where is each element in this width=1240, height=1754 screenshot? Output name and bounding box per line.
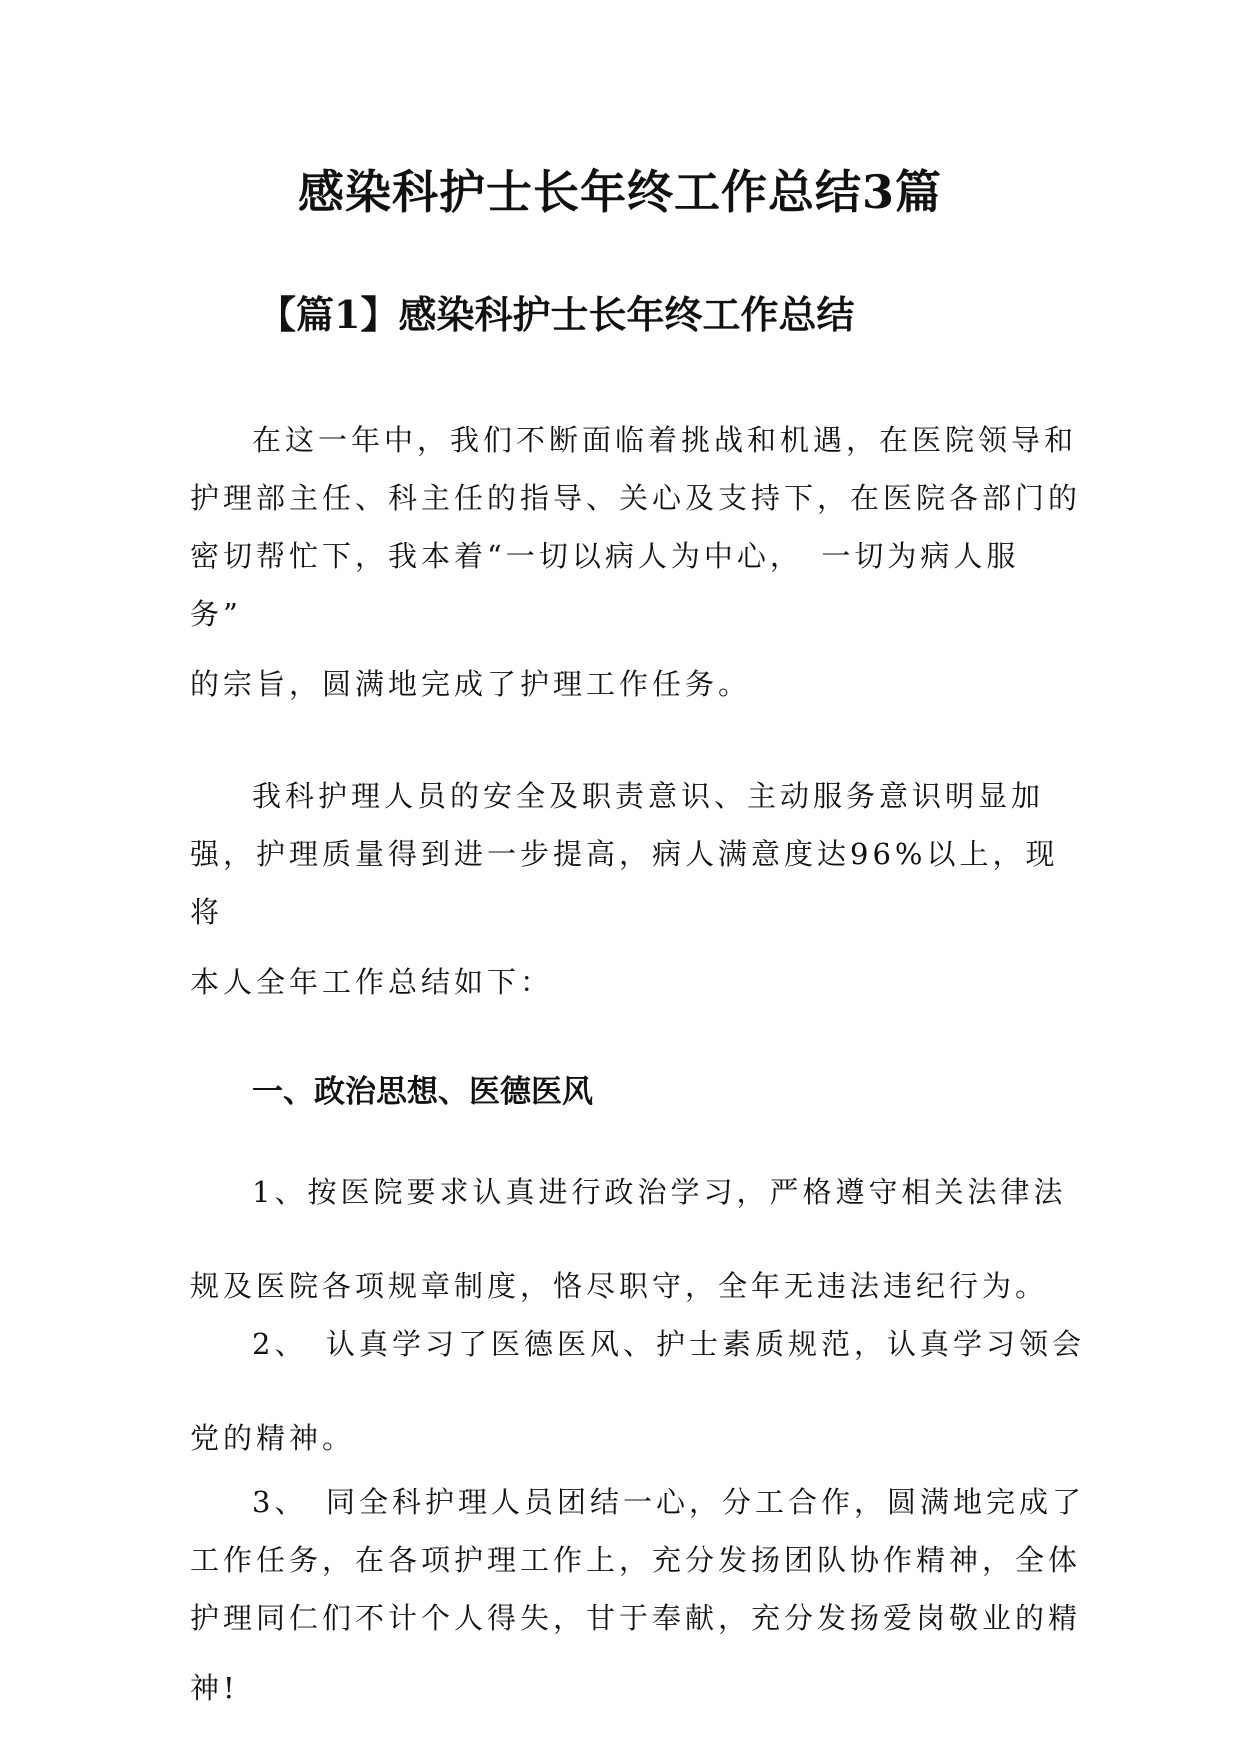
paragraph-2-line-2: 强，护理质量得到进一步提高，病人满意度达96%以上，现 [190,837,1059,871]
item-3-line-1: 3、 同全科护理人员团结一心，分工合作，圆满地完成了 [252,1485,1085,1519]
item-1-line-1: 1、按医院要求认真进行政治学习，严格遵守相关法律法 [252,1175,1067,1209]
paragraph-2-line-3: 将 [190,895,224,929]
paragraph-1-line-3: 密切帮忙下，我本着“一切以病人为中心， 一切为病人服 [190,539,1020,573]
paragraph-1-line-4: 务” [190,597,242,631]
item-2-line-1: 2、 认真学习了医德医风、护士素质规范，认真学习领会 [252,1327,1085,1361]
item-3-line-4: 神! [190,1671,239,1705]
part-1-heading: 【篇1】感染科护士长年终工作总结 [258,292,855,337]
paragraph-2-line-1: 我科护理人员的安全及职责意识、主动服务意识明显加 [252,779,1045,813]
document-title: 感染科护士长年终工作总结3篇 [297,165,942,219]
item-2-line-2: 党的精神。 [190,1421,356,1455]
paragraph-1-line-5: 的宗旨，圆满地完成了护理工作任务。 [190,667,752,701]
item-3-line-3: 护理同仁们不计个人得失，甘于奉献，充分发扬爱岗敬业的精 [190,1601,1082,1635]
paragraph-1-line-2: 护理部主任、科主任的指导、关心及支持下，在医院各部门的 [190,481,1082,515]
paragraph-2-line-4: 本人全年工作总结如下： [190,965,554,999]
section-1-heading: 一、政治思想、医德医风 [252,1074,593,1110]
item-1-line-2: 规及医院各项规章制度，恪尽职守，全年无违法违纪行为。 [190,1269,1049,1303]
paragraph-1-line-1: 在这一年中，我们不断面临着挑战和机遇，在医院领导和 [252,423,1078,457]
item-3-line-2: 工作任务，在各项护理工作上，充分发扬团队协作精神，全体 [190,1543,1082,1577]
